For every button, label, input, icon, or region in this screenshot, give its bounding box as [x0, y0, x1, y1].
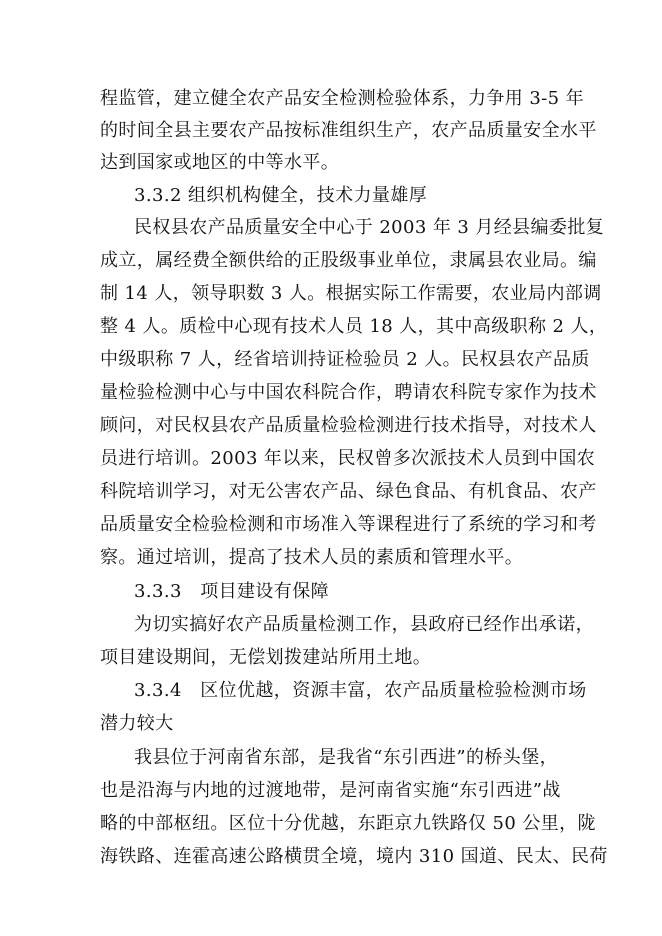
paragraph-line: 中级职称 7 人，经省培训持证检验员 2 人。民权县农产品质	[100, 349, 590, 370]
paragraph-line: 顾问，对民权县农产品质量检验检测进行技术指导，对技术人	[100, 415, 597, 436]
paragraph-line: 也是沿海与内地的过渡地带，是河南省实施“东引西进”战	[100, 780, 561, 801]
paragraph-line: 的时间全县主要农产品按标准组织生产，农产品质量安全水平	[100, 120, 597, 141]
paragraph-line: 海铁路、连霍高速公路横贯全境，境内 310 国道、民太、民荷	[100, 846, 608, 867]
section-heading-3-3-2: 3.3.2 组织机构健全，技术力量雄厚	[134, 185, 428, 206]
paragraph-line: 员进行培训。2003 年以来，民权曾多次派技术人员到中国农	[100, 448, 596, 469]
paragraph-line: 程监管，建立健全农产品安全检测检验体系，力争用 3-5 年	[100, 88, 585, 109]
paragraph-line: 略的中部枢纽。区位十分优越，东距京九铁路仅 50 公里，陇	[100, 813, 596, 834]
paragraph-line: 制 14 人，领导职数 3 人。根据实际工作需要，农业局内部调	[100, 283, 602, 304]
section-heading-3-3-4: 3.3.4 区位优越，资源丰富，农产品质量检验检测市场	[134, 680, 587, 701]
paragraph-line: 科院培训学习，对无公害农产品、绿色食品、有机食品、农产	[100, 481, 597, 502]
section-heading-3-3-4-cont: 潜力较大	[100, 713, 174, 734]
paragraph-line: 成立，属经费全额供给的正股级事业单位，隶属县农业局。编	[100, 250, 597, 271]
paragraph-line: 我县位于河南省东部，是我省“东引西进”的桥头堡，	[134, 747, 559, 768]
paragraph-line: 量检验检测中心与中国农科院合作，聘请农科院专家作为技术	[100, 382, 597, 403]
paragraph-line: 整 4 人。质检中心现有技术人员 18 人，其中高级职称 2 人，	[100, 316, 608, 337]
paragraph-line: 品质量安全检验检测和市场准入等课程进行了系统的学习和考	[100, 514, 597, 535]
paragraph-line: 为切实搞好农产品质量检测工作，县政府已经作出承诺，	[134, 614, 594, 635]
paragraph-line: 达到国家或地区的中等水平。	[100, 152, 340, 173]
paragraph-line: 项目建设期间，无偿划拨建站所用土地。	[100, 647, 432, 668]
paragraph-line: 察。通过培训，提高了技术人员的素质和管理水平。	[100, 547, 524, 568]
section-heading-3-3-3: 3.3.3 项目建设有保障	[134, 581, 329, 602]
paragraph-line: 民权县农产品质量安全中心于 2003 年 3 月经县编委批复	[134, 217, 605, 238]
